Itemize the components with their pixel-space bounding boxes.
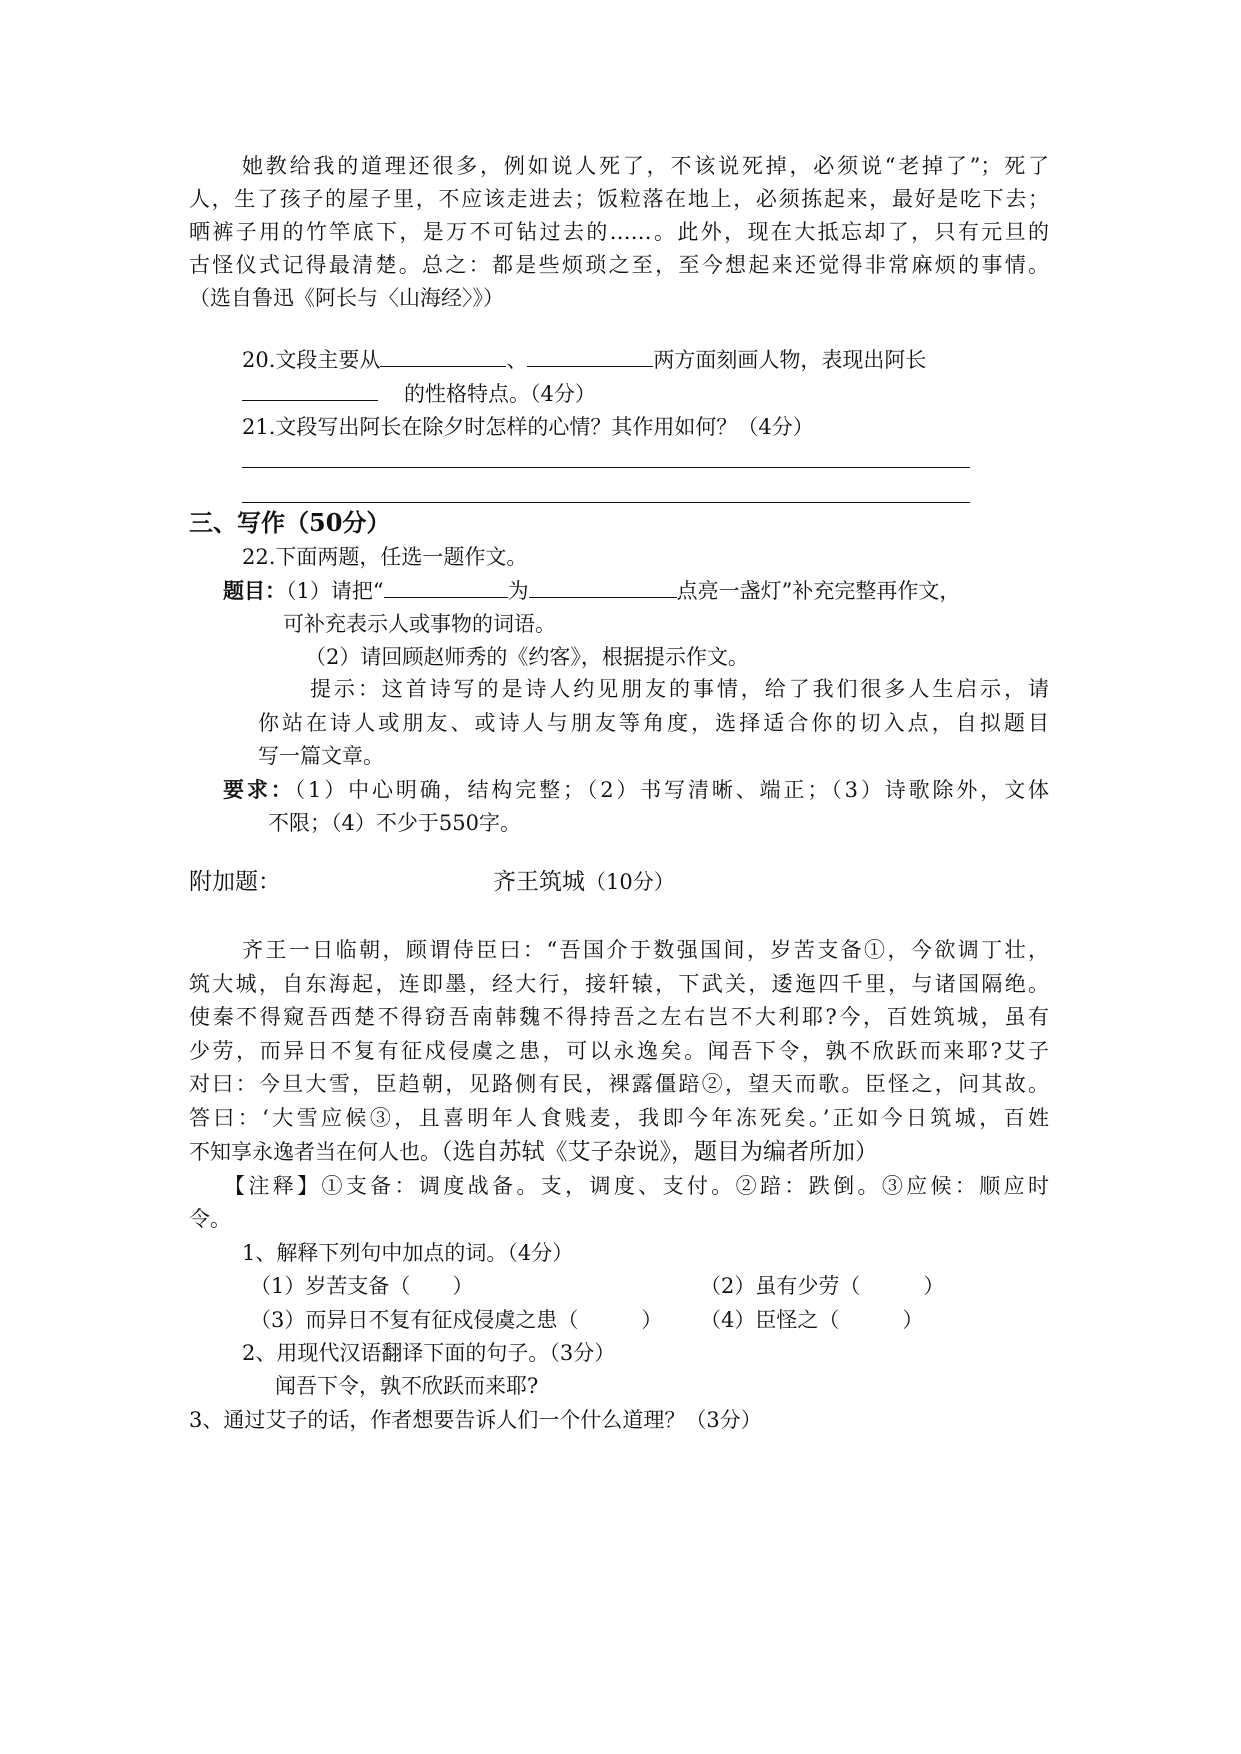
topic1-blank-1[interactable] — [384, 575, 508, 598]
bonus-score: （10分） — [585, 870, 675, 894]
bonus-passage-line-4: 少劳，而异日不复有征戍侵虞之患，可以永逸矣。闻吾下令，孰不欣跃而来耶?艾子 — [189, 1039, 1049, 1063]
bonus-passage-line-7 — [189, 1136, 878, 1168]
topic-2: （2）请回顾赵师秀的《约客》，根据提示作文。 — [305, 645, 749, 669]
bonus-q1-item-4: （4）臣怪之（ ） — [700, 1308, 924, 1332]
bonus-label: 附加题： — [189, 869, 281, 895]
passage1-source: （选自鲁迅《阿长与〈山海经〉》） — [189, 286, 504, 310]
bonus-q1-item-3: （3）而异日不复有征戍侵虞之患（ ） — [250, 1308, 663, 1332]
q20-mid: 两方面刻画人物，表现出阿长 — [653, 348, 927, 372]
question-21: 21.文段写出阿长在除夕时怎样的心情？其作用如何？（4分） — [242, 415, 814, 439]
q20-blank-1[interactable] — [380, 344, 506, 367]
bonus-passage-line-5: 对曰：今旦大雪，臣趋朝，见路侧有民，裸露僵踣②，望天而歌。臣怪之，问其故。 — [189, 1072, 1049, 1096]
bonus-passage-line-2: 筑大城，自东海起，连即墨，经大行，接轩辕，下武关，逶迤四千里，与诸国隔绝。 — [189, 972, 1049, 996]
bonus-source: （选自苏轼《艾子杂说》，题目为编者所加） — [441, 1139, 878, 1165]
q20-prefix: 20.文段主要从 — [242, 348, 381, 372]
bonus-passage-line-1: 齐王一日临朝，顾谓侍臣曰：“吾国介于数强国间，岁苦支备①，今欲调丁壮， — [242, 938, 1049, 962]
question-20 — [242, 344, 926, 376]
bonus-title-text: 齐王筑城 — [493, 869, 585, 895]
note-line-2: 令。 — [189, 1207, 231, 1231]
bonus-last-line: 不知享永逸者当在何人也。 — [189, 1140, 441, 1164]
hint-line-3: 写一篇文章。 — [258, 744, 384, 768]
bonus-q1-item-2: （2）虽有少劳（ ） — [700, 1274, 945, 1298]
bonus-q2-sentence: 闻吾下令，孰不欣跃而来耶? — [275, 1374, 539, 1398]
passage1-line-1: 她教给我的道理还很多，例如说人死了，不该说死掉，必须说“老掉了”；死了 — [242, 154, 1049, 178]
passage1-line-3: 晒裤子用的竹竿底下，是万不可钻过去的……。此外，现在大抵忘却了，只有元旦的 — [189, 220, 1049, 244]
requirements — [223, 774, 1049, 806]
requirements-line-1: （1）中心明确，结构完整；（2）书写清晰、端正；（3）诗歌除外，文体 — [294, 778, 1049, 802]
q20-blank-2[interactable] — [527, 344, 653, 367]
passage1-line-4: 古怪仪式记得最清楚。总之：都是些烦琐之至，至今想起来还觉得非常麻烦的事情。 — [189, 253, 1049, 277]
bonus-q1: 1、解释下列句中加点的词。（4分） — [242, 1241, 574, 1265]
topic1-c: 点亮一盏灯”补充完整再作文， — [676, 579, 961, 603]
hint-line-2: 你站在诗人或朋友、或诗人与朋友等角度，选择适合你的切入点，自拟题目 — [258, 711, 1049, 735]
bonus-q2: 2、用现代汉语翻译下面的句子。（3分） — [242, 1341, 616, 1365]
requirements-label: 要求： — [223, 777, 295, 802]
bonus-passage-line-3: 使秦不得窥吾西楚不得窃吾南韩魏不得持吾之左右岂不大利耶?今，百姓筑城，虽有 — [189, 1005, 1049, 1029]
writing-heading: 三、写作（50分） — [189, 508, 391, 537]
topic1-b: 为 — [507, 579, 529, 603]
question-20-line-2 — [242, 378, 596, 410]
bonus-passage-line-6: 答曰：‘大雪应候③，且喜明年人食贱麦，我即今年冻死矣。’正如今日筑城，百姓 — [189, 1106, 1049, 1130]
note-line-1: 【注释】①支备：调度战备。支，调度、支付。②踣：跌倒。③应候：顺应时 — [224, 1174, 1049, 1198]
topic-label: 题目： — [223, 578, 286, 603]
hint-line-1: 提示：这首诗写的是诗人约见朋友的事情，给了我们很多人生启示，请 — [310, 677, 1049, 701]
bonus-q3: 3、通过艾子的话，作者想要告诉人们一个什么道理？（3分） — [189, 1408, 762, 1432]
q21-answer-line-1[interactable] — [242, 467, 970, 468]
bonus-title — [493, 866, 675, 898]
q20-blank-3[interactable] — [242, 378, 378, 401]
requirements-line-2: 不限；（4）不少于550字。 — [268, 811, 521, 835]
q20-line2-suffix: 的性格特点。（4分） — [404, 382, 596, 406]
q20-sep: 、 — [506, 348, 528, 372]
question-22: 22.下面两题，任选一题作文。 — [242, 545, 528, 569]
q21-answer-line-2[interactable] — [242, 502, 970, 503]
topic1-line-2: 可补充表示人或事物的词语。 — [283, 612, 556, 636]
passage1-line-2: 人，生了孩子的屋子里，不应该走进去；饭粒落在地上，必须拣起来，最好是吃下去； — [189, 187, 1049, 211]
topic1-blank-2[interactable] — [529, 575, 677, 598]
topic1-a: （1）请把“ — [286, 579, 384, 603]
bonus-q1-item-1: （1）岁苦支备（ ） — [250, 1274, 474, 1298]
topic-1 — [223, 575, 960, 607]
